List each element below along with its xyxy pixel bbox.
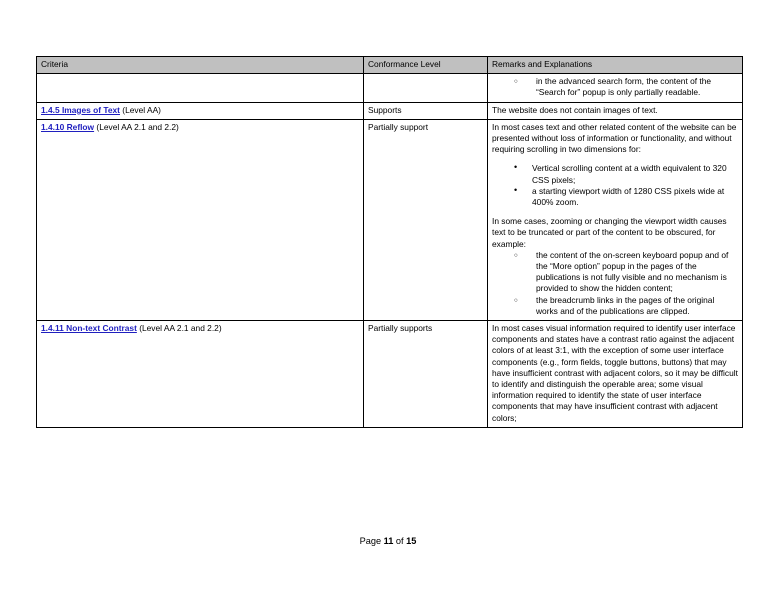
footer-total-pages: 15 — [406, 536, 417, 546]
conformance-cell-continuation — [364, 74, 488, 102]
remarks-paragraph-middle: In some cases, zooming or changing the viewport width causes text to be truncated or part of the content to be obscured, for example: — [492, 216, 727, 249]
remarks-paragraph-intro: In most cases text and other related content of the website can be presented without loss of information or functionality, and without requiring scrolling in two dimensions for: — [492, 121, 737, 155]
remarks-bullet-list — [492, 163, 738, 208]
criteria-cell-non-text-contrast — [37, 321, 364, 428]
remarks-cell-non-text-contrast — [488, 321, 743, 428]
criteria-level-1-4-5: (Level AA) — [119, 104, 161, 115]
table-header-row — [37, 57, 743, 74]
criteria-cell-images-of-text — [37, 102, 364, 119]
criteria-cell-continuation — [37, 74, 364, 102]
criteria-level-1-4-11: (Level AA 2.1 and 2.2) — [136, 323, 222, 334]
remarks-cell-images-of-text — [488, 102, 743, 119]
remarks-circle-list — [492, 250, 738, 317]
table-row — [37, 119, 743, 320]
column-header-criteria: Criteria — [37, 57, 364, 74]
conformance-cell-non-text-contrast: Partially supports — [364, 321, 488, 428]
criteria-link-1-4-11[interactable]: 1.4.11 Non-text Contrast — [41, 323, 137, 334]
remarks-cell-continuation — [488, 74, 743, 102]
table-row — [37, 321, 743, 428]
remarks-paragraph: The website does not contain images of text. — [492, 104, 658, 115]
accessibility-conformance-table — [36, 56, 743, 428]
column-header-conformance-level: Conformance Level — [364, 57, 488, 74]
remarks-paragraph: In most cases visual information required to identify user interface components and states have a contrast ratio against the adjacent colors of at least 3:1, with the exception of some user interface components (e.g., form fields, toggle buttons, buttons) that may have insufficient contrast with adjacent colors, so it may be difficult to identify and distinguish the operable area; some visual information required to identify the state of user interface components that may have insufficient contrast with adjacent colors; — [492, 323, 738, 423]
footer-current-page: 11 — [383, 536, 394, 546]
table-row — [37, 102, 743, 119]
list-item: ○ the breadcrumb links in the pages of the original works and of the publications are clipped. — [492, 295, 738, 317]
footer-prefix: Page — [359, 536, 384, 546]
conformance-cell-images-of-text: Supports — [364, 102, 488, 119]
remarks-cell-reflow — [488, 119, 743, 320]
list-item: • Vertical scrolling content at a width equivalent to 320 CSS pixels; — [492, 163, 738, 185]
criteria-link-1-4-5[interactable]: 1.4.5 Images of Text — [41, 104, 120, 115]
criteria-level-1-4-10: (Level AA 2.1 and 2.2) — [94, 121, 179, 132]
footer-middle: of — [393, 536, 407, 546]
table-row — [37, 74, 743, 102]
list-item: ○ the content of the on-screen keyboard popup and of the “More option” popup in the pages of the publications is not fully visible and no mechanism is provided to show the hidden content; — [492, 250, 738, 295]
conformance-cell-reflow: Partially support — [364, 119, 488, 320]
remarks-circle-list — [492, 76, 738, 98]
criteria-cell-reflow — [37, 119, 364, 320]
column-header-remarks: Remarks and Explanations — [488, 57, 743, 74]
page-footer — [0, 535, 776, 547]
criteria-link-1-4-10[interactable]: 1.4.10 Reflow — [41, 121, 95, 132]
list-item: ○ in the advanced search form, the content of the “Search for” popup is only partially readable. — [492, 76, 738, 98]
list-item: • a starting viewport width of 1280 CSS pixels wide at 400% zoom. — [492, 186, 738, 208]
